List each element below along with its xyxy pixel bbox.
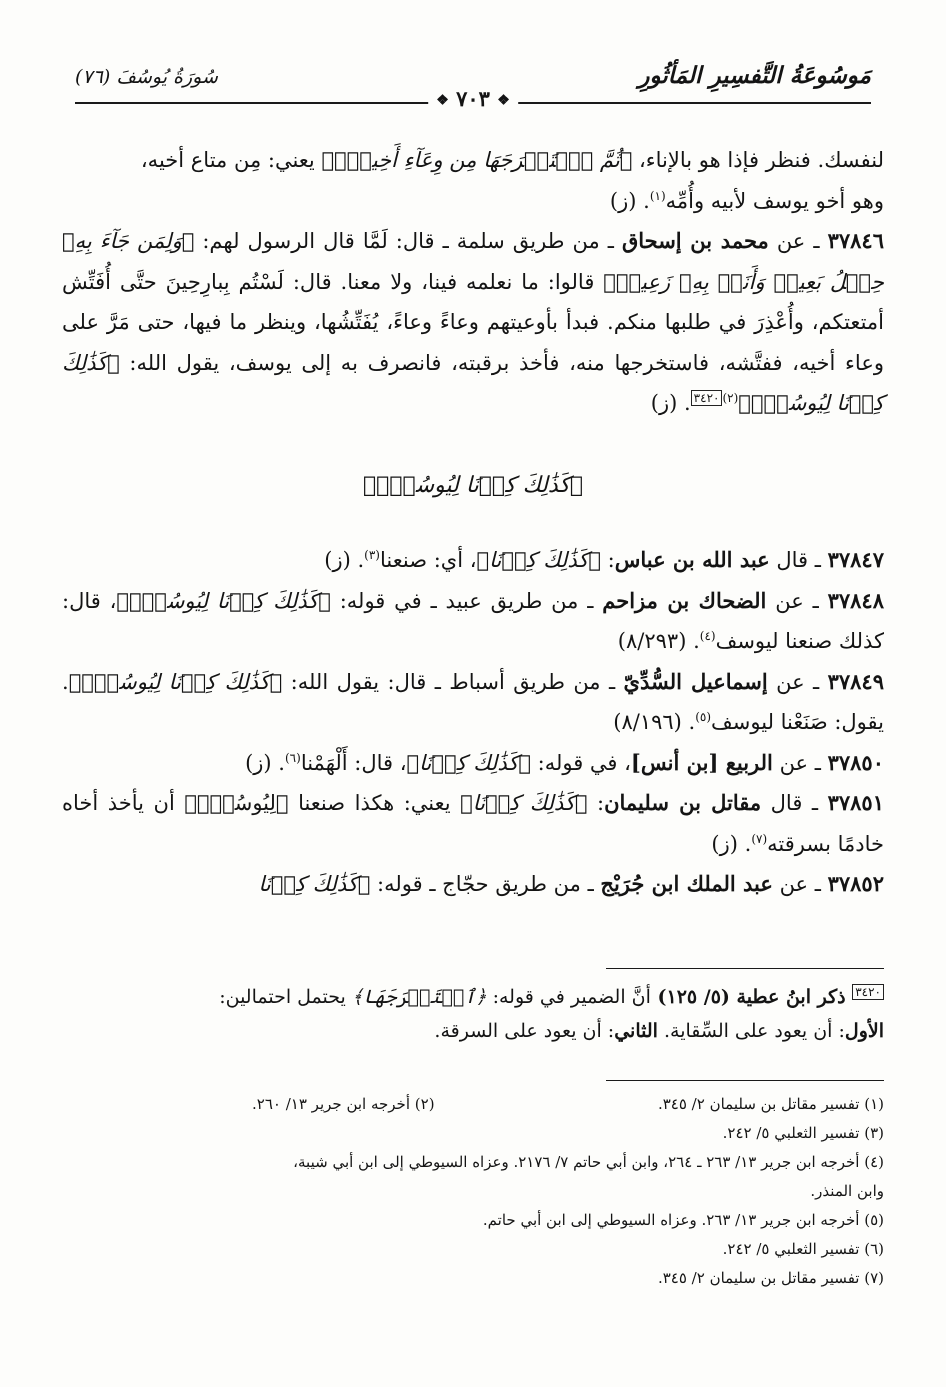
text: . (ز) xyxy=(650,391,691,415)
text: . (٨/١٩٦) xyxy=(613,710,696,734)
footnote-ref[interactable]: (٧) xyxy=(751,831,768,846)
footnotes-rule xyxy=(606,1080,884,1081)
narration-entry xyxy=(62,662,884,743)
text: ـ عن xyxy=(772,872,828,896)
text: : أن يعود على السرقة. xyxy=(434,1020,615,1042)
narrator-name: الضحاك بن مزاحم xyxy=(602,587,767,613)
quran-quote: ﴿كَذَٰلِكَ كِدۡنَا xyxy=(258,872,371,896)
text: : xyxy=(587,791,605,815)
commentary-source: ذكر ابنُ عطية (٥/ ١٢٥) xyxy=(650,986,853,1008)
footnote-7: (٧) تفسير مقاتل بن سليمان ٢/ ٣٤٥. xyxy=(657,1269,884,1287)
footnote-6: (٦) تفسير الثعلبي ٥/ ٢٤٢. xyxy=(722,1240,884,1258)
text: ـ قال xyxy=(769,548,828,572)
quran-quote: ﴿كَذَٰلِكَ كِدۡنَا﴾ xyxy=(476,548,601,572)
commentary-note xyxy=(62,980,884,1048)
footnote-ref[interactable]: (٦) xyxy=(284,750,301,765)
text: . (ز) xyxy=(245,750,285,775)
page-header xyxy=(75,58,871,111)
footnote-5: (٥) أخرجه ابن جرير ١٣/ ٢٦٣. وعزاه السيوطي إلى ابن أبي حاتم. xyxy=(482,1211,884,1229)
footnote-ref[interactable]: (٤) xyxy=(699,629,716,643)
text: يحتمل احتمالين: xyxy=(219,986,352,1008)
ornament-icon: ❖ xyxy=(497,92,510,109)
option-label: الثاني xyxy=(614,1020,658,1042)
narrator-name: مقاتل بن سليمان xyxy=(604,790,762,815)
ornament-icon: ❖ xyxy=(436,92,449,109)
text: يعني: مِن متاع أخيه، xyxy=(140,148,322,172)
narration-number: ٣٧٨٤٩ xyxy=(827,668,884,694)
footnotes xyxy=(62,1090,884,1293)
option-label: الأول xyxy=(844,1020,884,1042)
text: ـ عن xyxy=(767,669,828,694)
narration-number: ٣٧٨٤٦ xyxy=(827,228,884,253)
quran-quote: ﴿كَذَٰلِكَ كِدۡنَا لِيُوسُفَۖ﴾ xyxy=(62,350,884,415)
text: أنَّ الضمير في قوله: xyxy=(486,986,651,1008)
narration-number: ٣٧٨٤٨ xyxy=(827,587,884,613)
text: ـ من طريق عبيد ـ في قوله: xyxy=(330,588,603,613)
text: : أن يعود على السِّقاية. xyxy=(657,1020,845,1042)
narration-number: ٣٧٨٥١ xyxy=(827,790,884,815)
text: . (ز) xyxy=(609,188,650,213)
text: ـ من طريق حجّاج ـ قوله: xyxy=(370,872,601,896)
text: ، في قوله: xyxy=(530,750,631,775)
footnote-4: (٤) أخرجه ابن جرير ١٣/ ٢٦٣ ـ ٢٦٤، وابن أبي حاتم ٧/ ٢١٧٦. وعزاه السيوطي إلى ابن أبي شيبة، xyxy=(293,1153,884,1171)
footnote-4-cont: وابن المنذر. xyxy=(810,1182,884,1200)
surah-name: سُورَةُ يُوسُفَ xyxy=(116,66,218,88)
narrator-name: الربيع [بن أنس] xyxy=(630,749,773,775)
narrator-name: عبد الله بن عباس xyxy=(614,547,770,572)
commentary-ref-box[interactable]: ٣٤٢٠ xyxy=(691,390,723,406)
narrations xyxy=(62,540,884,905)
quran-quote: ﴿ثُمَّ ٱسۡتَخۡرَجَهَا مِن وِعَآءِ أَخِيهِۚ﴾ xyxy=(321,148,633,172)
text: لنفسك. فنظر فإذا هو بالإناء، xyxy=(632,148,884,172)
commentary-rule xyxy=(606,968,884,969)
text: ـ قال xyxy=(761,791,828,815)
text: . (ز) xyxy=(324,548,365,572)
narration-number: ٣٧٨٥٠ xyxy=(827,749,884,775)
quran-quote: ﴿كَذَٰلِكَ كِدۡنَا لِيُوسُفَۖ﴾ xyxy=(68,669,283,694)
footnote-ref[interactable]: (٥) xyxy=(695,710,712,724)
footnote-1: (١) تفسير مقاتل بن سليمان ٢/ ٣٤٥. xyxy=(657,1095,884,1113)
narration-entry xyxy=(62,540,884,581)
narration-entry xyxy=(62,864,884,905)
footnote-ref[interactable]: (١) xyxy=(649,188,666,203)
footnote-ref[interactable]: (٢) xyxy=(722,391,739,405)
quran-quote: ﴿ٱسۡتَخۡرَجَهَا﴾ xyxy=(351,986,487,1008)
narrator-name: عبد الملك ابن جُرَيْج xyxy=(600,871,773,896)
text: ـ عن xyxy=(772,750,828,775)
text: . (٨/٢٩٣) xyxy=(617,629,700,653)
narrator-name: محمد بن إسحاق xyxy=(621,228,769,253)
section-heading: ﴿كَذَٰلِكَ كِدۡنَا لِيُوسُفَۖ﴾ xyxy=(362,473,584,498)
text: ، قال: أَلْهَمْنا xyxy=(300,750,407,775)
narration-number: ٣٧٨٤٧ xyxy=(827,547,884,572)
narrator-name: إسماعيل السُّدِّيّ xyxy=(623,668,768,694)
footnote-3: (٣) تفسير الثعلبي ٥/ ٢٤٢. xyxy=(722,1124,884,1142)
quran-quote: ﴿كَذَٰلِكَ كِدۡنَا﴾ xyxy=(406,750,531,775)
paragraph-continuation xyxy=(62,140,884,221)
page-number-wrap xyxy=(428,86,518,111)
narration-number: ٣٧٨٥٢ xyxy=(827,871,884,896)
narration-entry xyxy=(62,783,884,864)
quran-quote: ﴿كَذَٰلِكَ كِدۡنَا لِيُوسُفَۖ﴾ xyxy=(116,588,331,613)
text: ، أي: صنعنا xyxy=(379,548,477,572)
text: ـ من طريق سلمة ـ قال: لَمَّا قال الرسول لهم: xyxy=(194,229,622,253)
quran-quote: ﴿وَلِمَن جَآءَ بِهِۦ حِمۡلُ بَعِيرٖ وَأَنَا۠ بِهِۦ زَعِيمٞ﴾ xyxy=(62,229,884,294)
footnote-2: (٢) أخرجه ابن جرير ١٣/ ٢٦٠. xyxy=(252,1095,435,1113)
text: : xyxy=(600,548,615,572)
text: ، قال: كذلك صنعنا ليوسف xyxy=(62,588,884,653)
narration-entry xyxy=(62,581,884,662)
surah-number: (٧٦) xyxy=(75,66,111,88)
text: قالوا: ما نعلمه فينا، ولا معنا. قال: لَسْتُم بِبارِحِينَ حتَّى أُفَتِّش أمتعتكم، وأُعْذِرَ في طلبها منكم. فبدأ بأوعيتهم وعاءً وعاءً، يُفَتِّشُها، وينظر ما فيها، حتى مَرَّ على وعاء أخيه، ففتَّشه، فاستخرجها منه، فأخذ برقبته، فانصرف به إلى يوسف، يقول الله: xyxy=(62,269,884,375)
narration-37846 xyxy=(62,221,884,424)
text: ـ عن xyxy=(768,229,828,253)
text: يعني: هكذا صنعنا ﴿لِيُوسُفَۖ﴾ أن يأخذ أخاه خادمًا بسرقته xyxy=(62,791,884,856)
text: ـ عن xyxy=(766,588,828,613)
text: . يقول: صَنَعْنا ليوسف xyxy=(62,669,884,734)
commentary-ref-box[interactable]: ٣٤٢٠ xyxy=(852,984,884,1000)
book-title: مَوسُوعَةُ التَّفسِيرِ المَأثُورِ xyxy=(638,62,871,89)
text: ـ من طريق أسباط ـ قال: يقول الله: xyxy=(282,669,624,694)
text: وهو أخو يوسف لأبيه وأُمِّه xyxy=(665,188,884,213)
text: . (ز) xyxy=(711,831,752,856)
quran-quote: ﴿كَذَٰلِكَ كِدۡنَا﴾ xyxy=(460,791,588,815)
page-number: ٧٠٣ xyxy=(456,86,490,111)
narration-entry xyxy=(62,743,884,784)
main-text xyxy=(62,140,884,424)
footnote-row xyxy=(62,1090,884,1119)
footnote-ref[interactable]: (٣) xyxy=(364,548,380,562)
surah-label xyxy=(75,66,218,88)
